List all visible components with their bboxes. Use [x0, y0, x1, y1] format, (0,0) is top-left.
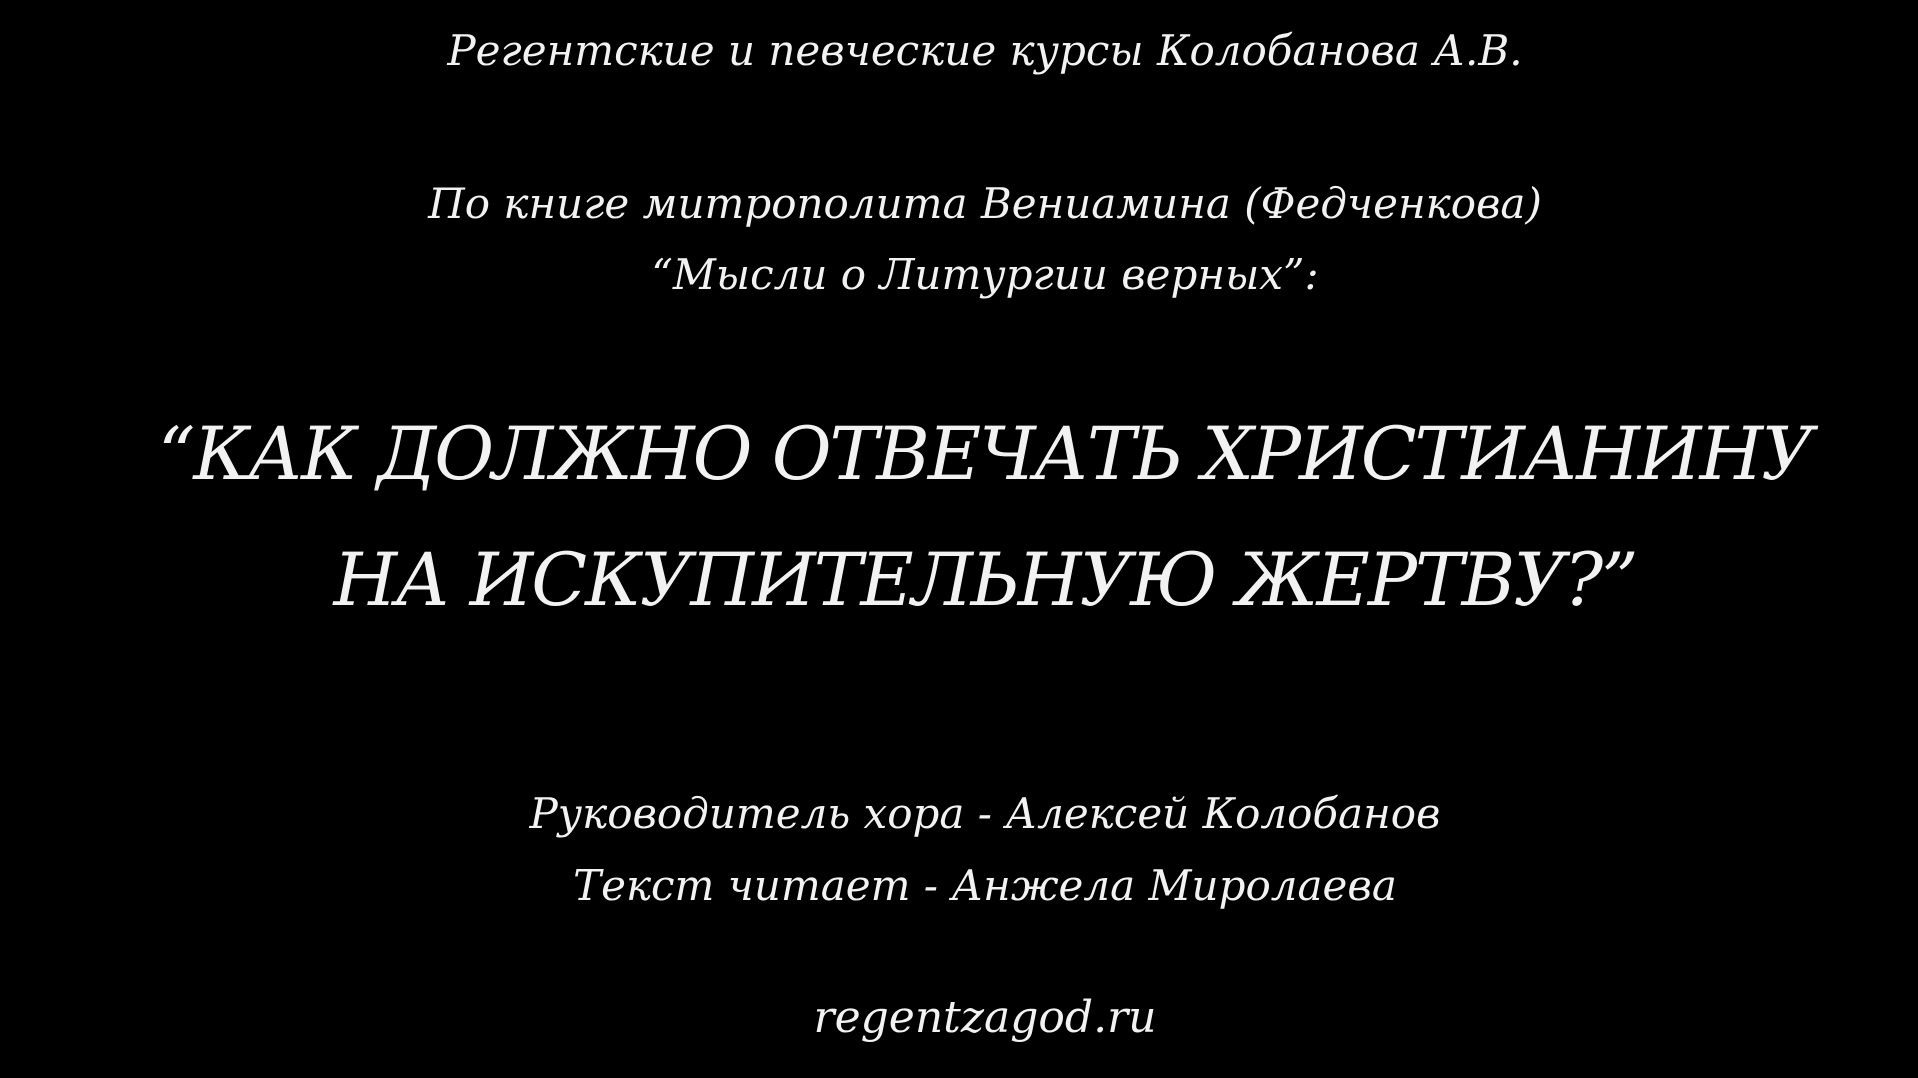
main-title-line2: НА ИСКУПИТЕЛЬНУЮ ЖЕРТВУ?” [333, 538, 1637, 623]
book-reference [26, 168, 1918, 310]
book-reference-line2: “Мысли о Литургии верных”: [651, 250, 1319, 299]
main-title-line1: “КАК ДОЛЖНО ОТВЕЧАТЬ ХРИСТИАНИНУ [158, 412, 1812, 497]
course-header: Регентские и певческие курсы Колобанова А.В. [447, 26, 1523, 75]
book-reference-line1: По книге митрополита Вениамина (Федченкова) [428, 179, 1542, 228]
website-url: regentzagod.ru [813, 992, 1157, 1043]
credits [26, 778, 1918, 922]
choir-director-credit: Руководитель хора - Алексей Колобанов [529, 789, 1441, 838]
narrator-credit: Текст читает - Анжела Миролаева [573, 861, 1397, 910]
main-title [26, 392, 1918, 644]
